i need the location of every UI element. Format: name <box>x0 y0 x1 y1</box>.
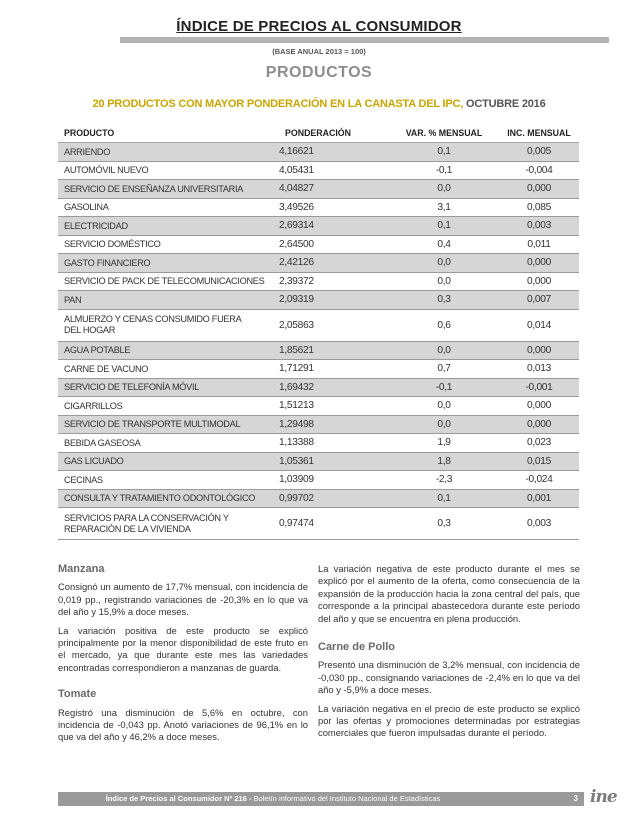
cell-ponderacion: 2,09319 <box>279 291 389 310</box>
cell-var: 0,3 <box>389 291 499 310</box>
cell-var: -0,1 <box>389 161 499 180</box>
table-row <box>58 217 579 236</box>
cell-producto: GASOLINA <box>58 198 279 217</box>
header-rule <box>120 37 609 43</box>
table-row <box>58 254 579 273</box>
cell-inc: 0,013 <box>499 360 579 379</box>
table-row <box>58 180 579 199</box>
cell-var: 0,1 <box>389 217 499 236</box>
base-note: (BASE ANUAL 2013 = 100) <box>272 47 366 56</box>
cell-producto: SERVICIO DOMÉSTICO <box>58 235 279 254</box>
header-var: VAR. % MENSUAL <box>389 124 499 143</box>
cell-inc: 0,003 <box>499 217 579 236</box>
cell-ponderacion: 1,03909 <box>279 471 389 490</box>
cell-ponderacion: 2,39372 <box>279 272 389 291</box>
cell-ponderacion: 3,49526 <box>279 198 389 217</box>
cell-var: 3,1 <box>389 198 499 217</box>
cell-ponderacion: 1,69432 <box>279 378 389 397</box>
cell-var: 0,0 <box>389 341 499 360</box>
table-header-row <box>58 124 579 143</box>
cell-ponderacion: 4,04827 <box>279 180 389 199</box>
ine-logo: ine <box>590 787 617 807</box>
cell-ponderacion: 2,42126 <box>279 254 389 273</box>
table-row <box>58 508 579 540</box>
table-row <box>58 471 579 490</box>
cell-var: 0,0 <box>389 397 499 416</box>
cell-producto: BEBIDA GASEOSA <box>58 434 279 453</box>
cell-inc: 0,000 <box>499 272 579 291</box>
cell-producto: AUTOMÓVIL NUEVO <box>58 161 279 180</box>
cell-producto: GASTO FINANCIERO <box>58 254 279 273</box>
section-title: PRODUCTOS <box>265 64 373 81</box>
cell-ponderacion: 1,05361 <box>279 452 389 471</box>
table-row <box>58 161 579 180</box>
table-row <box>58 198 579 217</box>
cell-var: 0,0 <box>389 415 499 434</box>
manzana-paragraph-1: Consignó un aumento de 17,7% mensual, con incidencia de 0,019 pp., registrando variaciones de -20,3% en lo que va del año y 15,9% a doce meses. <box>58 581 308 618</box>
cell-inc: 0,011 <box>499 235 579 254</box>
cell-var: 0,7 <box>389 360 499 379</box>
cell-inc: 0,000 <box>499 254 579 273</box>
cell-producto: GAS LICUADO <box>58 452 279 471</box>
cell-ponderacion: 0,99702 <box>279 489 389 508</box>
cell-producto: ELECTRICIDAD <box>58 217 279 236</box>
cell-producto: CARNE DE VACUNO <box>58 360 279 379</box>
cell-var: 0,6 <box>389 309 499 341</box>
table-row <box>58 452 579 471</box>
cell-producto: ARRIENDO <box>58 143 279 162</box>
cell-var: -2,3 <box>389 471 499 490</box>
cell-inc: 0,014 <box>499 309 579 341</box>
table-row <box>58 489 579 508</box>
cell-inc: 0,000 <box>499 341 579 360</box>
pollo-paragraph-1: Presentó una disminución de 3,2% mensual, con incidencia de -0,030 pp., consignando variaciones de -2,4% en lo que va del año y -5,9% a doce meses. <box>318 659 580 696</box>
cell-ponderacion: 4,16621 <box>279 143 389 162</box>
table-row <box>58 397 579 416</box>
manzana-heading: Manzana <box>58 563 105 575</box>
tomate-heading: Tomate <box>58 688 97 701</box>
header-inc: INC. MENSUAL <box>499 124 579 143</box>
cell-inc: 0,007 <box>499 291 579 310</box>
cell-ponderacion: 0,97474 <box>279 508 389 540</box>
cell-ponderacion: 1,85621 <box>279 341 389 360</box>
cell-inc: 0,015 <box>499 452 579 471</box>
cell-var: -0,1 <box>389 378 499 397</box>
cell-var: 1,8 <box>389 452 499 471</box>
cell-inc: 0,085 <box>499 198 579 217</box>
cell-ponderacion: 4,05431 <box>279 161 389 180</box>
tomate-paragraph-1: Registró una disminución de 5,6% en octubre, con incidencia de -0,043 pp. Anotó variaciones de 96,1% en lo que va del año y 46,2% a doce meses. <box>58 706 308 743</box>
header-ponderacion: PONDERACIÓN <box>279 124 389 143</box>
pollo-heading: Carne de Pollo <box>318 641 396 654</box>
cell-inc: 0,023 <box>499 434 579 453</box>
cell-producto: CONSULTA Y TRATAMIENTO ODONTOLÓGICO <box>58 489 279 508</box>
table-row <box>58 434 579 453</box>
cell-producto: SERVICIO DE TRANSPORTE MULTIMODAL <box>58 415 279 434</box>
right-column <box>318 563 580 746</box>
cell-ponderacion: 1,13388 <box>279 434 389 453</box>
cell-ponderacion: 2,64500 <box>279 235 389 254</box>
page-title: ÍNDICE DE PRECIOS AL CONSUMIDOR <box>0 18 638 35</box>
cell-inc: -0,004 <box>499 161 579 180</box>
cell-var: 0,1 <box>389 143 499 162</box>
cell-inc: -0,024 <box>499 471 579 490</box>
cell-inc: 0,000 <box>499 415 579 434</box>
cell-var: 0,0 <box>389 254 499 273</box>
cell-var: 0,1 <box>389 489 499 508</box>
cell-inc: 0,000 <box>499 180 579 199</box>
cell-inc: 0,005 <box>499 143 579 162</box>
table-row <box>58 378 579 397</box>
cell-producto: SERVICIO DE TELEFONÍA MÓVIL <box>58 378 279 397</box>
manzana-paragraph-2: La variación positiva de este producto se explicó principalmente por la menor disponibilidad de este fruto en el mercado, ya que durante este mes las variedades encontradas correspondieron a manzanas de guarda. <box>58 624 308 673</box>
cell-ponderacion: 1,29498 <box>279 415 389 434</box>
table-title: 20 PRODUCTOS CON MAYOR PONDERACIÓN EN LA CANASTA DEL IPC, OCTUBRE 2016 <box>92 98 546 110</box>
cell-ponderacion: 1,51213 <box>279 397 389 416</box>
page-number: 3 <box>573 794 578 803</box>
table-row <box>58 235 579 254</box>
cell-inc: 0,001 <box>499 489 579 508</box>
header-producto: PRODUCTO <box>58 124 279 143</box>
cell-ponderacion: 1,71291 <box>279 360 389 379</box>
table-row <box>58 360 579 379</box>
footer-text: Índice de Precios al Consumidor Nº 216 - Boletín informativo del Instituto Nacional de Estadísticas <box>105 794 441 803</box>
cell-producto: PAN <box>58 291 279 310</box>
cell-var: 0,4 <box>389 235 499 254</box>
cell-ponderacion: 2,05863 <box>279 309 389 341</box>
cell-producto: CIGARRILLOS <box>58 397 279 416</box>
table-row <box>58 309 579 341</box>
pollo-paragraph-2: La variación negativa en el precio de este producto se explicó por las ofertas y promociones determinadas por estrategias comerciales que fueron impulsadas durante el período. <box>318 702 580 739</box>
table-row <box>58 415 579 434</box>
table-period: OCTUBRE 2016 <box>465 98 546 110</box>
cell-producto: AGUA POTABLE <box>58 341 279 360</box>
table-row <box>58 272 579 291</box>
products-table <box>58 124 579 540</box>
cell-var: 0,0 <box>389 272 499 291</box>
cell-producto: CECINAS <box>58 471 279 490</box>
table-row <box>58 341 579 360</box>
cell-var: 1,9 <box>389 434 499 453</box>
cell-var: 0,3 <box>389 508 499 540</box>
cell-inc: 0,000 <box>499 397 579 416</box>
cell-inc: 0,003 <box>499 508 579 540</box>
cell-producto: SERVICIO DE ENSEÑANZA UNIVERSITARIA <box>58 180 279 199</box>
table-row <box>58 143 579 162</box>
table-row <box>58 291 579 310</box>
cell-var: 0,0 <box>389 180 499 199</box>
cell-producto: ALMUERZO Y CENAS CONSUMIDO FUERA DEL HOGAR <box>58 309 279 341</box>
cell-ponderacion: 2,69314 <box>279 217 389 236</box>
footer-bar <box>58 792 584 806</box>
cell-producto: SERVICIO DE PACK DE TELECOMUNICACIONES <box>58 272 279 291</box>
left-column <box>58 563 308 750</box>
cell-producto: SERVICIOS PARA LA CONSERVACIÓN Y REPARACIÓN DE LA VIVIENDA <box>58 508 279 540</box>
tomate-paragraph-2: La variación negativa de este producto durante el mes se explicó por el aumento de la oferta, como consecuencia de la expansión de la producción hacia la zona central del país, que corresponde a la principal abastecedora durante este período del año y que se encuentra en plena producción. <box>318 563 580 624</box>
cell-inc: -0,001 <box>499 378 579 397</box>
